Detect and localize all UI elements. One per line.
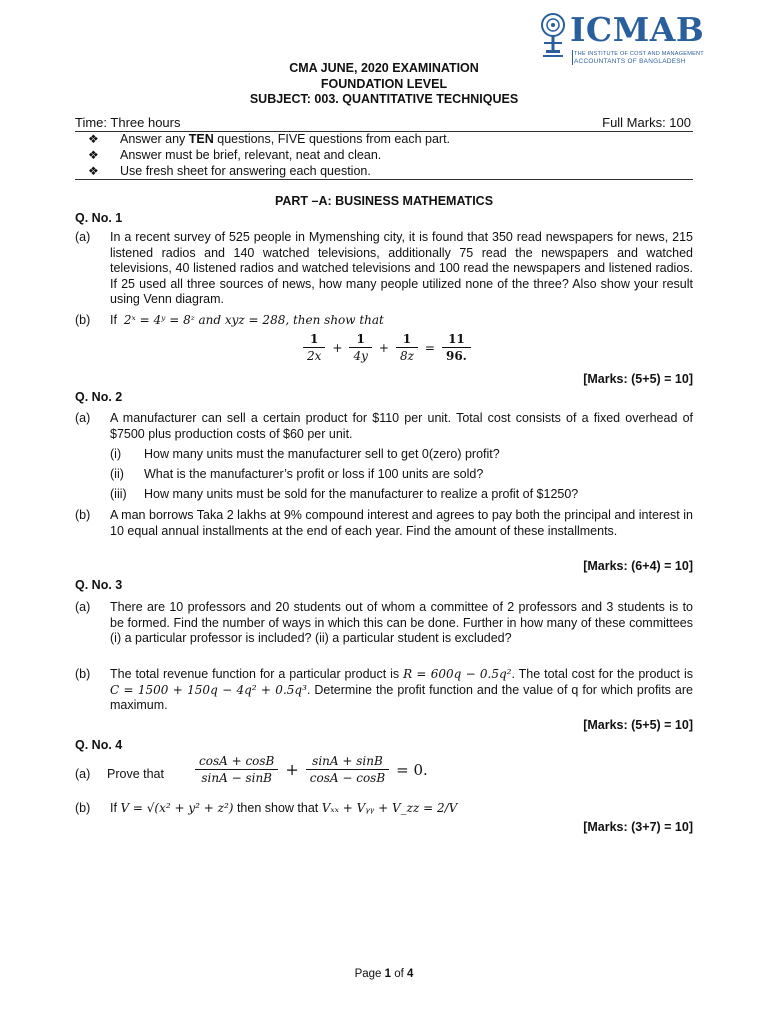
- fraction-denominator: 2x: [307, 349, 322, 363]
- q4a-label: (a): [75, 767, 91, 781]
- footer-mid: of: [391, 968, 408, 980]
- sub-number: (i): [110, 447, 122, 461]
- fraction-numerator: 1: [303, 331, 325, 348]
- plus-sign: +: [285, 760, 299, 779]
- q3b-text: [110, 667, 693, 714]
- fraction: [303, 331, 325, 364]
- q4a-prove: Prove that: [107, 767, 164, 781]
- q3b-pre: The total revenue function for a particular product is: [110, 667, 404, 681]
- instruction-1-bold: TEN: [188, 132, 214, 146]
- q4b-mid: then show that: [233, 801, 322, 815]
- q1a-label: (a): [75, 230, 91, 244]
- diamond-bullet-icon: ❖: [88, 148, 99, 162]
- q1b-fraction-equation: [300, 331, 474, 364]
- fraction-denominator: 96.: [445, 349, 467, 363]
- fraction-denominator: 8z: [399, 349, 414, 363]
- full-marks: Full Marks: 100: [602, 115, 691, 130]
- q2a-sub-ii: [110, 467, 483, 481]
- q4a-identity: [192, 753, 432, 786]
- icmab-emblem-icon: [538, 12, 568, 62]
- time-row: [75, 115, 693, 130]
- fraction-denominator: cosA − cosB: [309, 771, 386, 785]
- footer-total-pages: 4: [407, 968, 414, 980]
- q3a-text: There are 10 professors and 20 students out of whom a committee of 2 professors and 3 students is to be formed. Find the number of ways in which this can be done. Further in how many of these committees (i) a particular professor is included? (ii) a particular student is excluded?: [110, 600, 693, 646]
- q3b-post: . Determine the profit function and the value of q for which profits are maximum.: [110, 682, 693, 713]
- q2a-label: (a): [75, 411, 91, 425]
- fraction: [396, 331, 418, 364]
- diamond-bullet-icon: ❖: [88, 132, 99, 146]
- q4b-if: If: [110, 801, 117, 815]
- logo-line1: THE INSTITUTE OF COST AND MANAGEMENT: [574, 51, 704, 57]
- rule-bottom: [75, 179, 693, 180]
- page-footer: [0, 968, 768, 980]
- q1b-if: If: [110, 313, 117, 327]
- sub-text: How many units must the manufacturer sell to get 0(zero) profit?: [144, 447, 500, 461]
- sub-number: (ii): [110, 467, 124, 481]
- q2a-sub-i: [110, 447, 500, 461]
- fraction: [349, 331, 371, 364]
- q2a-text: A manufacturer can sell a certain product for $110 per unit. Total cost consists of a fixed overhead of $7500 plus production costs of $60 per unit.: [110, 411, 693, 441]
- fraction-numerator: cosA + cosB: [195, 753, 278, 770]
- q1b-line: [110, 313, 384, 327]
- q4-marks: [Marks: (3+7) = 10]: [583, 820, 693, 834]
- q1-marks: [Marks: (5+5) = 10]: [583, 372, 693, 386]
- q3b-label: (b): [75, 667, 91, 681]
- sub-number: (iii): [110, 487, 127, 501]
- q3b-cost-function: C = 1500 + 150q − 4q² + 0.5q³: [110, 682, 307, 697]
- diamond-bullet-icon: ❖: [88, 164, 99, 178]
- footer-current-page: 1: [384, 968, 392, 980]
- q2a-sub-iii: [110, 487, 578, 501]
- q4b-v-definition: V = √(x² + y² + z²): [120, 801, 234, 815]
- q4b-line: [110, 801, 457, 815]
- instruction-1-post: questions, FIVE questions from each part.: [213, 132, 451, 146]
- fraction-numerator: 1: [349, 331, 371, 348]
- fraction-denominator: 4y: [353, 349, 368, 363]
- q3a-label: (a): [75, 600, 91, 614]
- plus-sign: +: [332, 340, 343, 355]
- exam-subject: SUBJECT: 003. QUANTITATIVE TECHNIQUES: [249, 92, 519, 106]
- q2-title: Q. No. 2: [75, 390, 123, 404]
- fraction: [195, 753, 278, 786]
- instruction-1-pre: Answer any: [120, 132, 189, 146]
- q3b-mid: . The total cost for the product is: [511, 667, 693, 681]
- instruction-3-text: Use fresh sheet for answering each question.: [120, 164, 371, 178]
- instruction-2: [88, 148, 381, 162]
- instruction-3: [88, 164, 371, 178]
- sub-text: What is the manufacturer’s profit or loss if 100 units are sold?: [144, 467, 484, 481]
- plus-sign: +: [378, 340, 389, 355]
- q2b-label: (b): [75, 508, 91, 522]
- logo-brand: ICMAB: [570, 10, 705, 49]
- icmab-logo: [538, 10, 705, 65]
- fraction: [306, 753, 389, 786]
- instruction-1: [88, 132, 450, 146]
- fraction-numerator: sinA + sinB: [306, 753, 389, 770]
- q4-title: Q. No. 4: [75, 738, 123, 752]
- q2-marks: [Marks: (6+4) = 10]: [583, 559, 693, 573]
- instruction-2-text: Answer must be brief, relevant, neat and clean.: [120, 148, 382, 162]
- q4b-result: Vₓₓ + Vᵧᵧ + V_zz = 2/V: [321, 801, 458, 815]
- fraction-numerator: 11: [442, 331, 471, 348]
- q1b-label: (b): [75, 313, 91, 327]
- q4b-label: (b): [75, 801, 91, 815]
- equals-zero: = 0.: [396, 760, 428, 779]
- q2b-text: A man borrows Taka 2 lakhs at 9% compound interest and agrees to pay both the principal and interest in 10 equal annual installments at the end of each year. Find the amount of these installments.: [110, 508, 693, 538]
- exam-level: FOUNDATION LEVEL: [320, 77, 448, 91]
- q3-title: Q. No. 3: [75, 578, 123, 592]
- footer-pre: Page: [354, 968, 385, 980]
- q3b-revenue-function: R = 600q − 0.5q²: [403, 667, 512, 681]
- fraction: [442, 331, 471, 364]
- equals-sign: =: [424, 340, 435, 355]
- fraction-denominator: sinA − sinB: [201, 771, 272, 785]
- fraction-numerator: 1: [396, 331, 418, 348]
- exam-title: CMA JUNE, 2020 EXAMINATION: [289, 61, 479, 75]
- sub-text: How many units must be sold for the manufacturer to realize a profit of $1250?: [144, 487, 579, 501]
- time-allowed: Time: Three hours: [75, 115, 181, 130]
- q1-title: Q. No. 1: [75, 211, 123, 225]
- q3-marks: [Marks: (5+5) = 10]: [583, 718, 693, 732]
- q1a-text: In a recent survey of 525 people in Mymenshing city, it is found that 350 read newspapers for news, 215 listened radios and 140 watched televisions, additionally 75 read the newspapers and watched televisions, 40 listened radios and watched televisions and 100 read the newspapers and listened radios. If 25 used all three sources of news, how many people utilized none of the three? Also show your result using Venn diagram.: [110, 230, 693, 307]
- logo-line2: ACCOUNTANTS OF BANGLADESH: [574, 58, 686, 65]
- part-title: PART –A: BUSINESS MATHEMATICS: [274, 194, 494, 208]
- q1b-expression: 2ˣ = 4ʸ = 8ᶻ and xyz = 288, then show that: [123, 313, 384, 327]
